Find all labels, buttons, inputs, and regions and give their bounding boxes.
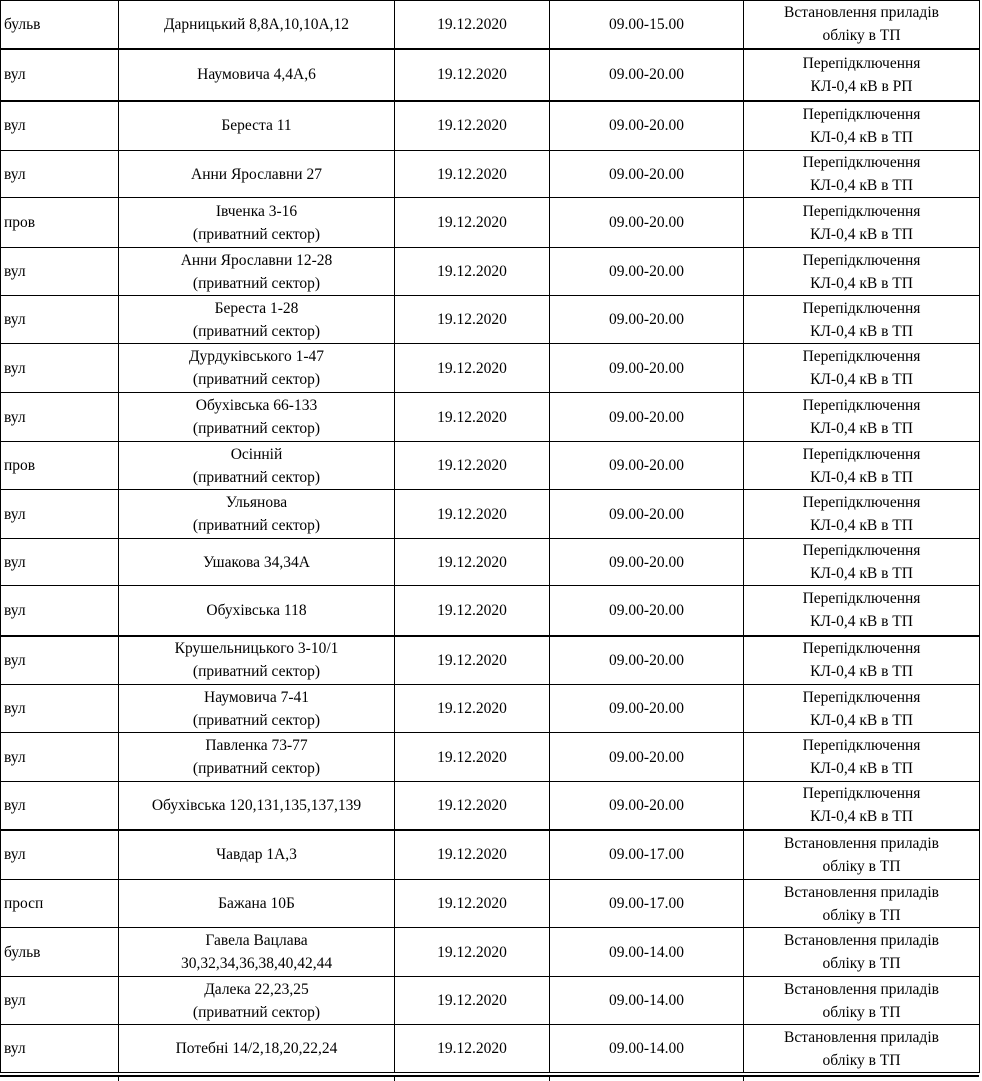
work-line: Перепідключення xyxy=(802,105,921,123)
date-cell: 19.12.2020 xyxy=(395,977,550,1025)
address-line: Анни Ярославни 12-28 xyxy=(180,251,333,269)
table-row xyxy=(1,296,980,344)
time-cell: 09.00-20.00 xyxy=(550,442,744,490)
address-line: Чавдар 1А,3 xyxy=(216,846,297,864)
date-cell: 19.12.2020 xyxy=(395,248,550,296)
street-type-cell: пров xyxy=(1,198,119,248)
address-cell xyxy=(119,1,395,49)
table-row xyxy=(1,636,980,685)
address-line: Ульянова xyxy=(225,494,288,511)
date-cell: 19.12.2020 xyxy=(395,344,550,393)
street-type-cell: вул xyxy=(1,830,119,880)
address-line: Обухівська 118 xyxy=(206,601,307,619)
work-line: Встановлення приладів xyxy=(784,932,939,949)
address-line: (приватний сектор) xyxy=(192,322,321,340)
work-cell xyxy=(744,1,980,49)
address-cell xyxy=(119,928,395,977)
address-line: (приватний сектор) xyxy=(192,225,321,243)
work-line: обліку в ТП xyxy=(822,906,901,924)
time-cell: 09.00-17.00 xyxy=(550,830,744,880)
address-cell xyxy=(119,880,395,928)
work-line: Встановлення приладів xyxy=(784,980,939,998)
work-cell xyxy=(744,442,980,490)
time-cell: 09.00-20.00 xyxy=(550,101,744,151)
table-row xyxy=(1,248,980,296)
address-cell xyxy=(119,977,395,1025)
date-cell: 19.12.2020 xyxy=(395,490,550,539)
next-row-edge xyxy=(0,1075,979,1081)
address-line: Івченка 3-16 xyxy=(215,202,298,220)
street-type-cell: вул xyxy=(1,733,119,782)
work-line: обліку в ТП xyxy=(822,1003,901,1021)
table-row xyxy=(1,198,980,248)
work-line: КЛ-0,4 кВ в ТП xyxy=(810,177,913,194)
address-cell xyxy=(119,198,395,248)
work-line: КЛ-0,4 кВ в ТП xyxy=(810,711,913,729)
address-line: Наумовича 7-41 xyxy=(204,688,309,706)
address-cell xyxy=(119,539,395,586)
address-line: Дурдуківського 1-47 xyxy=(188,348,325,365)
street-type-cell: вул xyxy=(1,393,119,442)
time-cell: 09.00-20.00 xyxy=(550,782,744,830)
address-cell xyxy=(119,151,395,198)
address-cell xyxy=(119,636,395,685)
work-line: КЛ-0,4 кВ в ТП xyxy=(810,420,913,437)
time-cell: 09.00-20.00 xyxy=(550,685,744,733)
street-type-cell: вул xyxy=(1,101,119,151)
work-cell xyxy=(744,49,980,101)
table-row xyxy=(1,151,980,198)
work-line: КЛ-0,4 кВ в ТП xyxy=(810,225,913,243)
address-cell xyxy=(119,344,395,393)
date-cell: 19.12.2020 xyxy=(395,49,550,101)
work-line: обліку в ТП xyxy=(822,27,901,45)
table-row xyxy=(1,977,980,1025)
work-cell xyxy=(744,880,980,928)
time-cell: 09.00-20.00 xyxy=(550,49,744,101)
column-divider xyxy=(743,1077,744,1081)
address-line: Анни Ярославни 27 xyxy=(191,165,322,183)
work-line: КЛ-0,4 кВ в ТП xyxy=(810,565,913,582)
table-row xyxy=(1,586,980,636)
work-line: КЛ-0,4 кВ в РП xyxy=(810,77,913,95)
address-line: (приватний сектор) xyxy=(192,274,321,292)
work-line: КЛ-0,4 кВ в ТП xyxy=(810,663,913,681)
table-row xyxy=(1,685,980,733)
work-line: Перепідключення xyxy=(802,397,921,414)
address-line: Гавела Вацлава xyxy=(205,932,308,949)
date-cell: 19.12.2020 xyxy=(395,782,550,830)
address-line: Дарницький 8,8А,10,10А,12 xyxy=(163,15,350,33)
work-line: обліку в ТП xyxy=(822,857,901,875)
date-cell: 19.12.2020 xyxy=(395,733,550,782)
address-cell xyxy=(119,586,395,636)
address-line: Осінній xyxy=(230,445,283,463)
work-line: Перепідключення xyxy=(802,154,921,171)
work-line: Перепідключення xyxy=(802,737,921,754)
work-line: Перепідключення xyxy=(802,640,921,658)
work-line: Перепідключення xyxy=(802,348,921,365)
work-cell xyxy=(744,344,980,393)
address-cell xyxy=(119,830,395,880)
date-cell: 19.12.2020 xyxy=(395,636,550,685)
work-line: Перепідключення xyxy=(802,688,921,706)
work-cell xyxy=(744,685,980,733)
work-line: КЛ-0,4 кВ в ТП xyxy=(810,371,913,388)
time-cell: 09.00-20.00 xyxy=(550,344,744,393)
time-cell: 09.00-14.00 xyxy=(550,977,744,1025)
date-cell: 19.12.2020 xyxy=(395,928,550,977)
address-cell xyxy=(119,49,395,101)
time-cell: 09.00-20.00 xyxy=(550,490,744,539)
address-cell xyxy=(119,685,395,733)
address-line: (приватний сектор) xyxy=(192,468,321,486)
date-cell: 19.12.2020 xyxy=(395,198,550,248)
street-type-cell: вул xyxy=(1,344,119,393)
address-cell xyxy=(119,296,395,344)
address-line: (приватний сектор) xyxy=(192,663,321,681)
date-cell: 19.12.2020 xyxy=(395,830,550,880)
street-type-cell: вул xyxy=(1,490,119,539)
time-cell: 09.00-20.00 xyxy=(550,586,744,636)
date-cell: 19.12.2020 xyxy=(395,1025,550,1073)
address-cell xyxy=(119,248,395,296)
table-row xyxy=(1,782,980,830)
work-cell xyxy=(744,151,980,198)
work-line: КЛ-0,4 кВ в ТП xyxy=(810,128,913,146)
street-type-cell: вул xyxy=(1,636,119,685)
address-cell xyxy=(119,1025,395,1073)
date-cell: 19.12.2020 xyxy=(395,442,550,490)
time-cell: 09.00-20.00 xyxy=(550,198,744,248)
table-row xyxy=(1,393,980,442)
address-line: (приватний сектор) xyxy=(192,1003,321,1021)
work-line: Встановлення приладів xyxy=(784,834,939,852)
work-line: КЛ-0,4 кВ в ТП xyxy=(810,760,913,777)
date-cell: 19.12.2020 xyxy=(395,685,550,733)
time-cell: 09.00-20.00 xyxy=(550,393,744,442)
date-cell: 19.12.2020 xyxy=(395,1,550,49)
address-line: (приватний сектор) xyxy=(192,371,321,388)
address-cell xyxy=(119,393,395,442)
street-type-cell: вул xyxy=(1,586,119,636)
work-cell xyxy=(744,636,980,685)
work-cell xyxy=(744,928,980,977)
work-cell xyxy=(744,539,980,586)
work-cell xyxy=(744,101,980,151)
work-line: Перепідключення xyxy=(802,590,921,608)
address-line: (приватний сектор) xyxy=(192,711,321,729)
work-line: Встановлення приладів xyxy=(784,1028,939,1046)
work-line: Перепідключення xyxy=(802,299,921,317)
work-line: КЛ-0,4 кВ в ТП xyxy=(810,322,913,340)
table-row xyxy=(1,49,980,101)
address-line: Береста 11 xyxy=(221,117,292,135)
street-type-cell: вул xyxy=(1,782,119,830)
street-type-cell: просп xyxy=(1,880,119,928)
street-type-cell: вул xyxy=(1,977,119,1025)
table-row xyxy=(1,928,980,977)
date-cell: 19.12.2020 xyxy=(395,101,550,151)
work-cell xyxy=(744,782,980,830)
work-line: Перепідключення xyxy=(802,494,921,511)
address-cell xyxy=(119,782,395,830)
time-cell: 09.00-17.00 xyxy=(550,880,744,928)
work-line: обліку в ТП xyxy=(822,955,901,972)
table-row xyxy=(1,880,980,928)
street-type-cell: вул xyxy=(1,539,119,586)
work-cell xyxy=(744,733,980,782)
address-cell xyxy=(119,442,395,490)
table-row xyxy=(1,830,980,880)
address-line: Наумовича 4,4А,6 xyxy=(197,66,316,83)
date-cell: 19.12.2020 xyxy=(395,880,550,928)
table-row xyxy=(1,344,980,393)
schedule-rows xyxy=(1,1,980,1073)
table-row xyxy=(1,733,980,782)
work-line: Перепідключення xyxy=(802,542,921,559)
work-cell xyxy=(744,1025,980,1073)
work-line: КЛ-0,4 кВ в ТП xyxy=(810,517,913,534)
work-line: обліку в ТП xyxy=(822,1051,901,1069)
address-line: (приватний сектор) xyxy=(192,420,321,437)
address-line: Обухівська 66-133 xyxy=(195,397,318,414)
work-cell xyxy=(744,977,980,1025)
address-line: 30,32,34,36,38,40,42,44 xyxy=(180,955,333,972)
address-line: Бажана 10Б xyxy=(218,895,295,912)
address-line: Потебні 14/2,18,20,22,24 xyxy=(175,1040,338,1057)
table-row xyxy=(1,539,980,586)
street-type-cell: бульв xyxy=(1,1,119,49)
date-cell: 19.12.2020 xyxy=(395,539,550,586)
work-cell xyxy=(744,586,980,636)
date-cell: 19.12.2020 xyxy=(395,393,550,442)
table-row xyxy=(1,442,980,490)
date-cell: 19.12.2020 xyxy=(395,151,550,198)
work-line: КЛ-0,4 кВ в ТП xyxy=(810,468,913,486)
table-row xyxy=(1,490,980,539)
address-line: Далека 22,23,25 xyxy=(204,980,309,998)
time-cell: 09.00-14.00 xyxy=(550,1025,744,1073)
table-row xyxy=(1,1,980,49)
street-type-cell: вул xyxy=(1,685,119,733)
work-cell xyxy=(744,393,980,442)
address-line: (приватний сектор) xyxy=(192,517,321,534)
work-cell xyxy=(744,490,980,539)
time-cell: 09.00-20.00 xyxy=(550,733,744,782)
street-type-cell: вул xyxy=(1,296,119,344)
address-cell xyxy=(119,101,395,151)
work-cell xyxy=(744,296,980,344)
work-line: Перепідключення xyxy=(802,54,921,72)
work-cell xyxy=(744,198,980,248)
street-type-cell: вул xyxy=(1,1025,119,1073)
street-type-cell: пров xyxy=(1,442,119,490)
column-divider xyxy=(118,1077,119,1081)
address-line: Ушакова 34,34А xyxy=(203,553,310,571)
time-cell: 09.00-15.00 xyxy=(550,1,744,49)
work-line: Перепідключення xyxy=(802,445,921,463)
work-cell xyxy=(744,248,980,296)
address-cell xyxy=(119,733,395,782)
time-cell: 09.00-20.00 xyxy=(550,539,744,586)
work-cell xyxy=(744,830,980,880)
address-line: Павленка 73-77 xyxy=(205,737,308,754)
street-type-cell: бульв xyxy=(1,928,119,977)
date-cell: 19.12.2020 xyxy=(395,586,550,636)
address-line: Обухівська 120,131,135,137,139 xyxy=(151,796,362,814)
work-line: Встановлення приладів xyxy=(784,883,939,901)
address-line: (приватний сектор) xyxy=(192,760,321,777)
time-cell: 09.00-20.00 xyxy=(550,636,744,685)
time-cell: 09.00-20.00 xyxy=(550,151,744,198)
table-row xyxy=(1,101,980,151)
time-cell: 09.00-20.00 xyxy=(550,296,744,344)
address-cell xyxy=(119,490,395,539)
street-type-cell: вул xyxy=(1,151,119,198)
address-line: Крушельницького 3-10/1 xyxy=(174,640,339,658)
date-cell: 19.12.2020 xyxy=(395,296,550,344)
column-divider xyxy=(549,1077,550,1081)
column-divider xyxy=(394,1077,395,1081)
address-line: Береста 1-28 xyxy=(214,299,299,317)
street-type-cell: вул xyxy=(1,248,119,296)
work-line: Перепідключення xyxy=(802,202,921,220)
table-row xyxy=(1,1025,980,1073)
work-line: КЛ-0,4 кВ в ТП xyxy=(810,274,913,292)
work-line: Перепідключення xyxy=(802,251,921,269)
time-cell: 09.00-20.00 xyxy=(550,248,744,296)
work-line: КЛ-0,4 кВ в ТП xyxy=(810,808,913,826)
work-line: КЛ-0,4 кВ в ТП xyxy=(810,613,913,631)
street-type-cell: вул xyxy=(1,49,119,101)
work-line: Встановлення приладів xyxy=(784,4,939,22)
work-line: Перепідключення xyxy=(802,785,921,803)
time-cell: 09.00-14.00 xyxy=(550,928,744,977)
